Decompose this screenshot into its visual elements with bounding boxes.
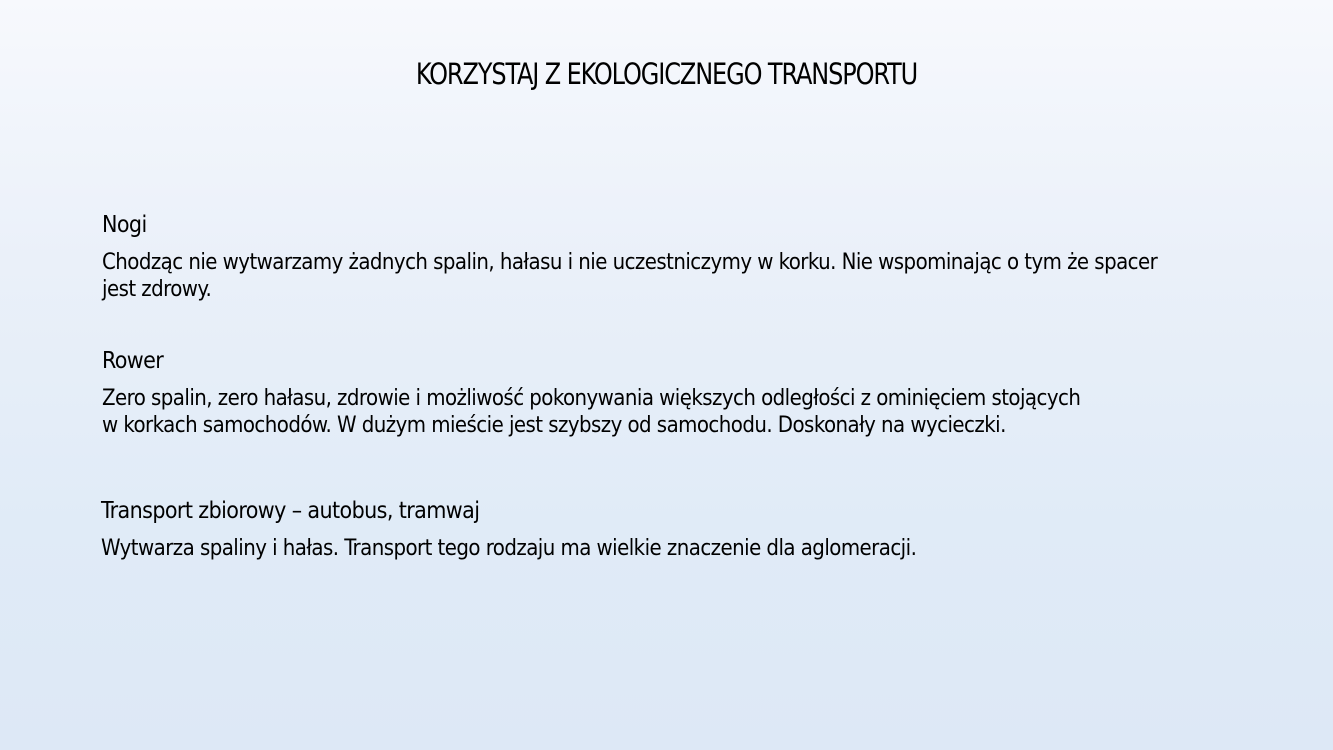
section-transport-zbiorowy [101, 497, 1211, 562]
section-text-nogi [102, 249, 1212, 303]
text-line: jest zdrowy. [102, 277, 212, 302]
text-line: w korkach samochodów. W dużym mieście jest szybszy od samochodu. Doskonały na wycieczki. [102, 413, 1006, 438]
text-line: Chodząc nie wytwarzamy żadnych spalin, hałasu i nie uczestniczymy w korku. Nie wspominając o tym że spacer [102, 250, 1158, 275]
text-line: Wytwarza spaliny i hałas. Transport tego rodzaju ma wielkie znaczenie dla aglomeracji. [101, 536, 917, 561]
section-rower [102, 347, 1212, 439]
section-text-rower [102, 385, 1212, 439]
section-heading-rower: Rower [102, 348, 164, 374]
section-nogi [102, 211, 1212, 303]
section-heading-nogi: Nogi [102, 212, 147, 238]
section-heading-transport-zbiorowy: Transport zbiorowy – autobus, tramwaj [101, 498, 480, 524]
slide-title: KORZYSTAJ Z EKOLOGICZNEGO TRANSPORTU [415, 57, 918, 91]
section-text-transport-zbiorowy [101, 535, 1211, 562]
text-line: Zero spalin, zero hałasu, zdrowie i możliwość pokonywania większych odległości z ominięciem stojących [102, 386, 1081, 411]
